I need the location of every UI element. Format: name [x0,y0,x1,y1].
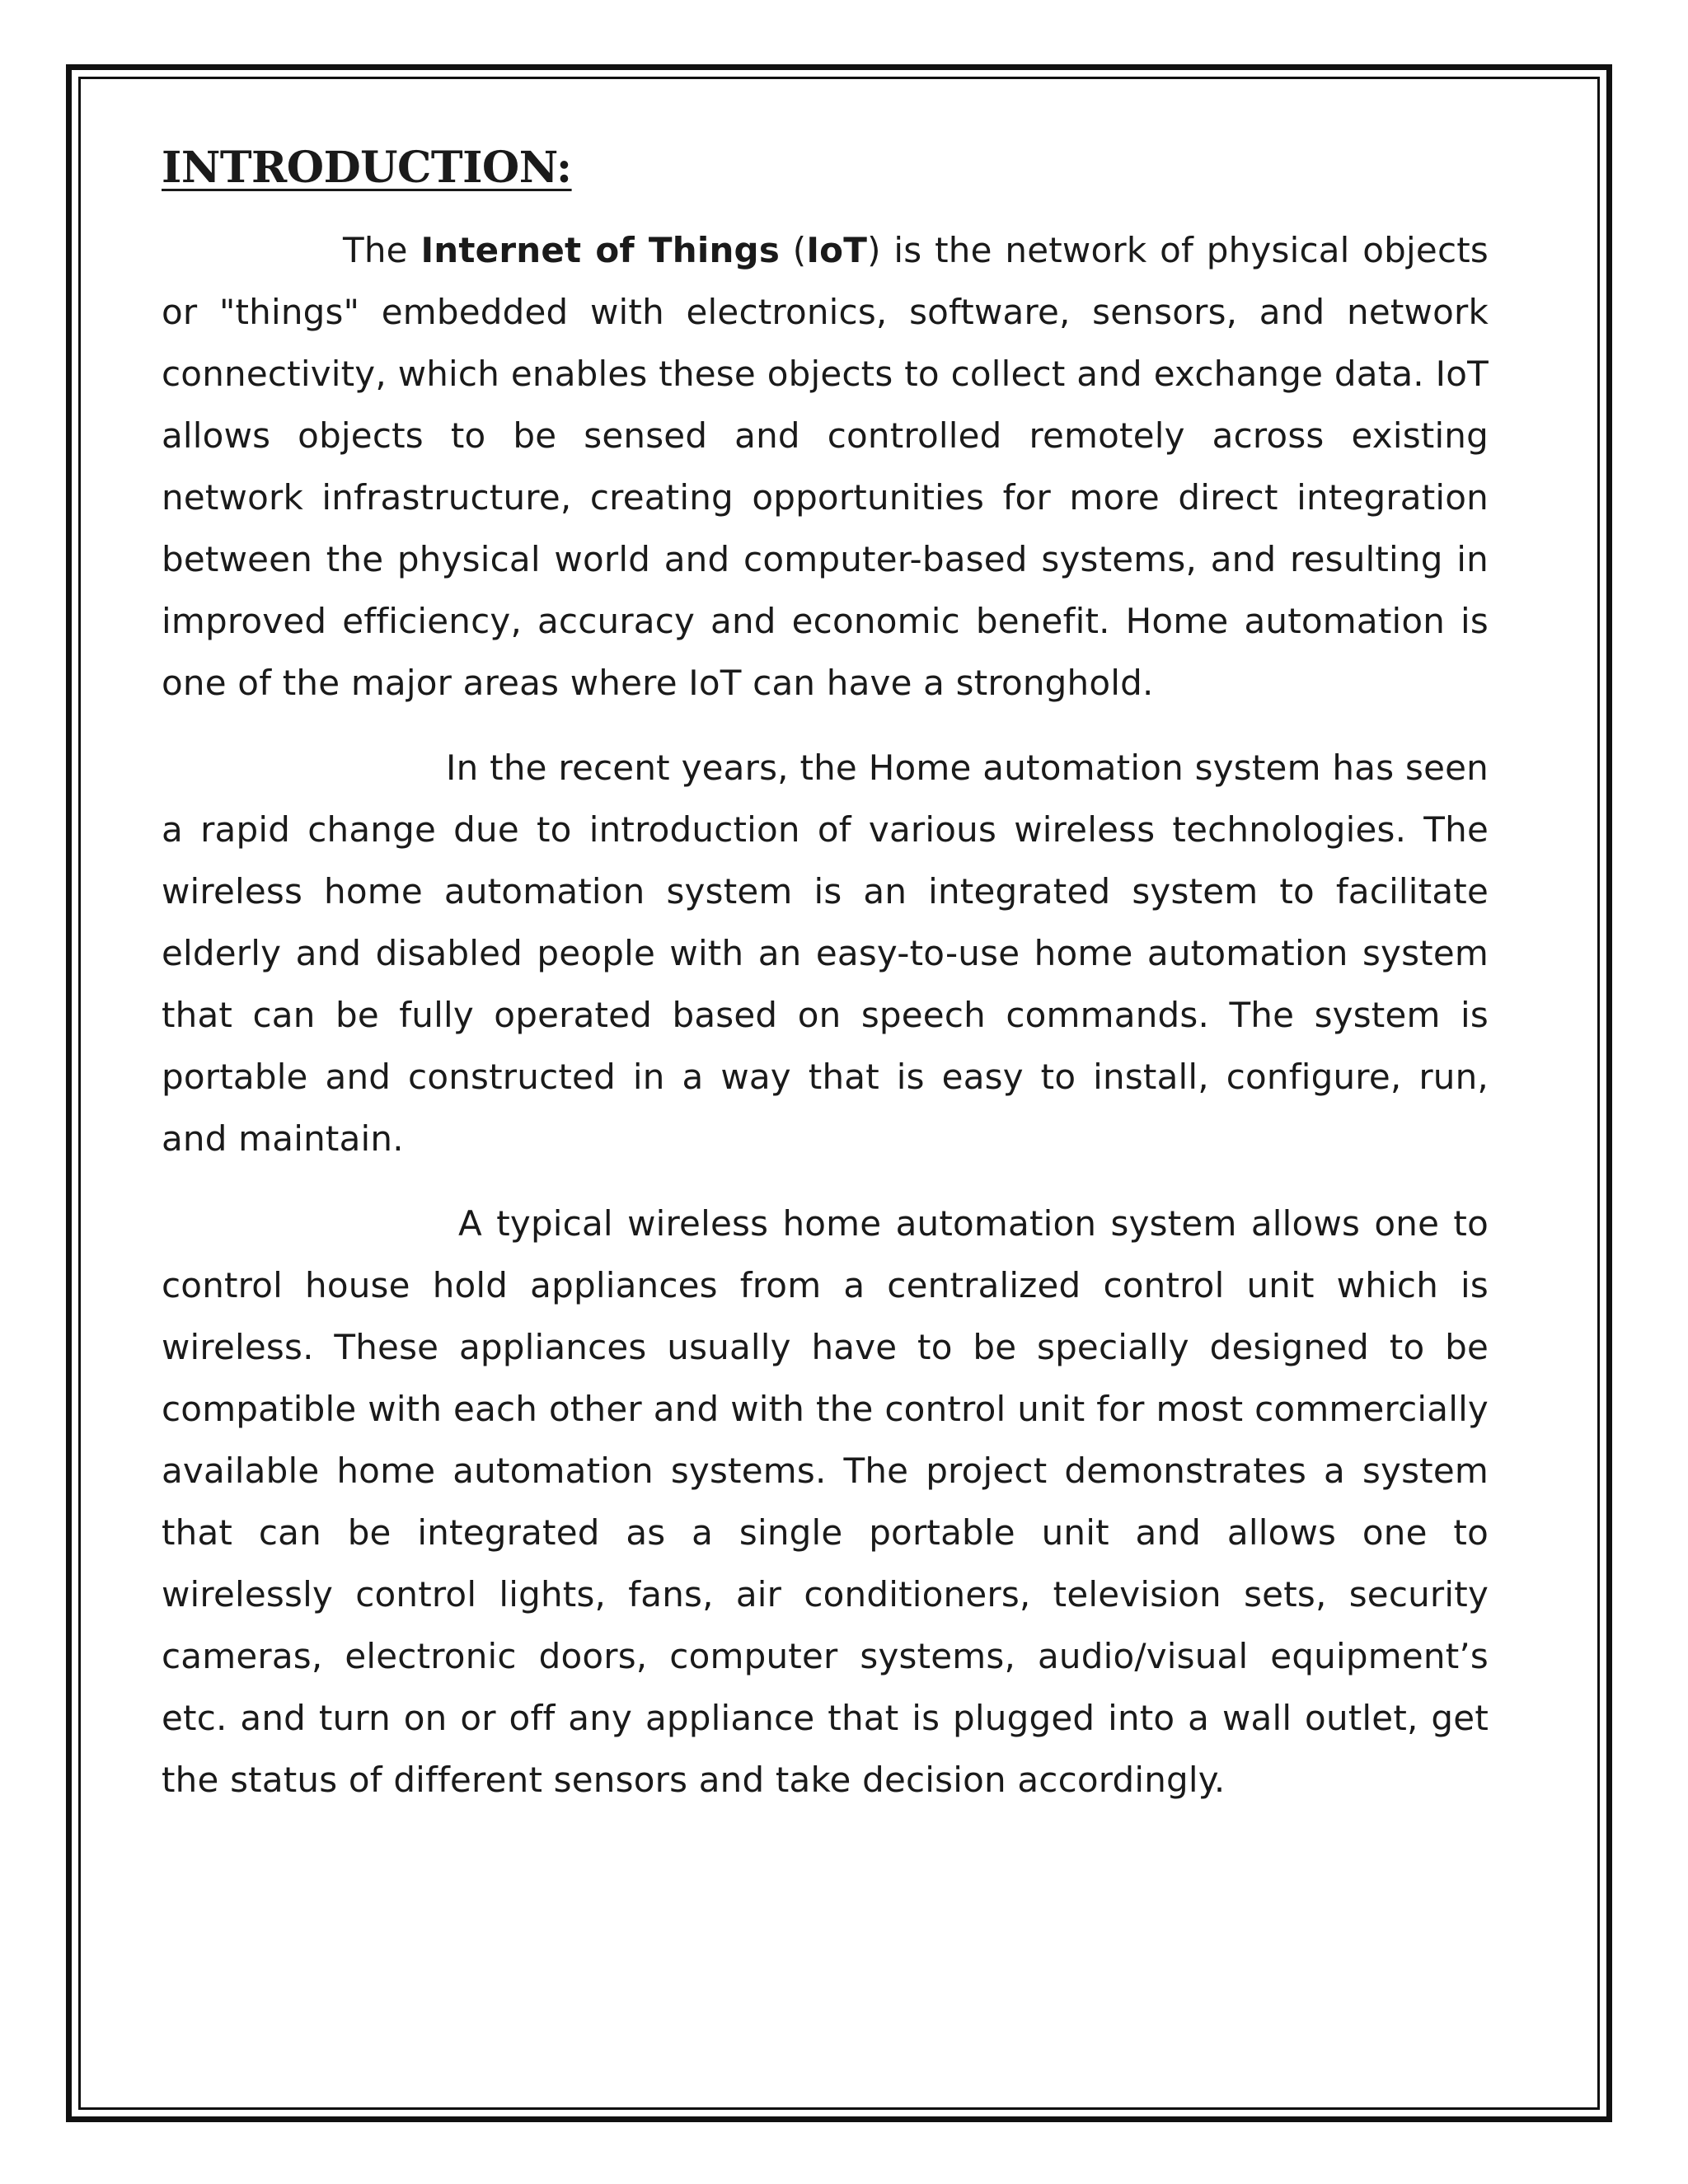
document-body [162,140,1489,1834]
paragraph-wireless-system: A typical wireless home automation system allows one to control house hold appliances from a centralized control unit which is wireless. These appliances usually have to be specially designed to be compatible with each other and with the control unit for most commercially available home automation systems. The project demonstrates a system that can be integrated as a single portable unit and allows one to wirelessly control lights, fans, air conditioners, television sets, security cameras, electronic doors, computer systems, audio/visual equipment’s etc. and turn on or off any appliance that is plugged into a wall outlet, get the status of different sensors and take decision accordingly. [162,1202,1489,1800]
paragraph-home-automation: In the recent years, the Home automation system has seen a rapid change due to introduction of various wireless technologies. The wireless home automation system is an integrated system to facilitate elderly and disabled people with an easy-to-use home automation system that can be fully operated based on speech commands. The system is portable and constructed in a way that is easy to install, configure, run, and maintain. [162,747,1489,1159]
paragraph-1-pre: The [343,229,421,270]
term-iot-abbr: IoT [806,229,868,270]
section-heading: INTRODUCTION: [162,143,572,193]
paragraph-1-paren: ( [780,229,807,270]
term-internet-of-things: Internet of Things [420,229,781,270]
paragraph-iot-definition [162,219,1489,714]
paragraph-1-rest: ) is the network of physical objects or "things" embedded with electronics, software, sensors, and network connectivity, which enables these objects to collect and exchange data. IoT allows objects to be sensed and controlled remotely across existing network infrastructure, creating opportunities for more direct integration between the physical world and computer-based systems, and resulting in improved efficiency, accuracy and economic benefit. Home automation is one of the major areas where IoT can have a stronghold. [162,229,1489,703]
